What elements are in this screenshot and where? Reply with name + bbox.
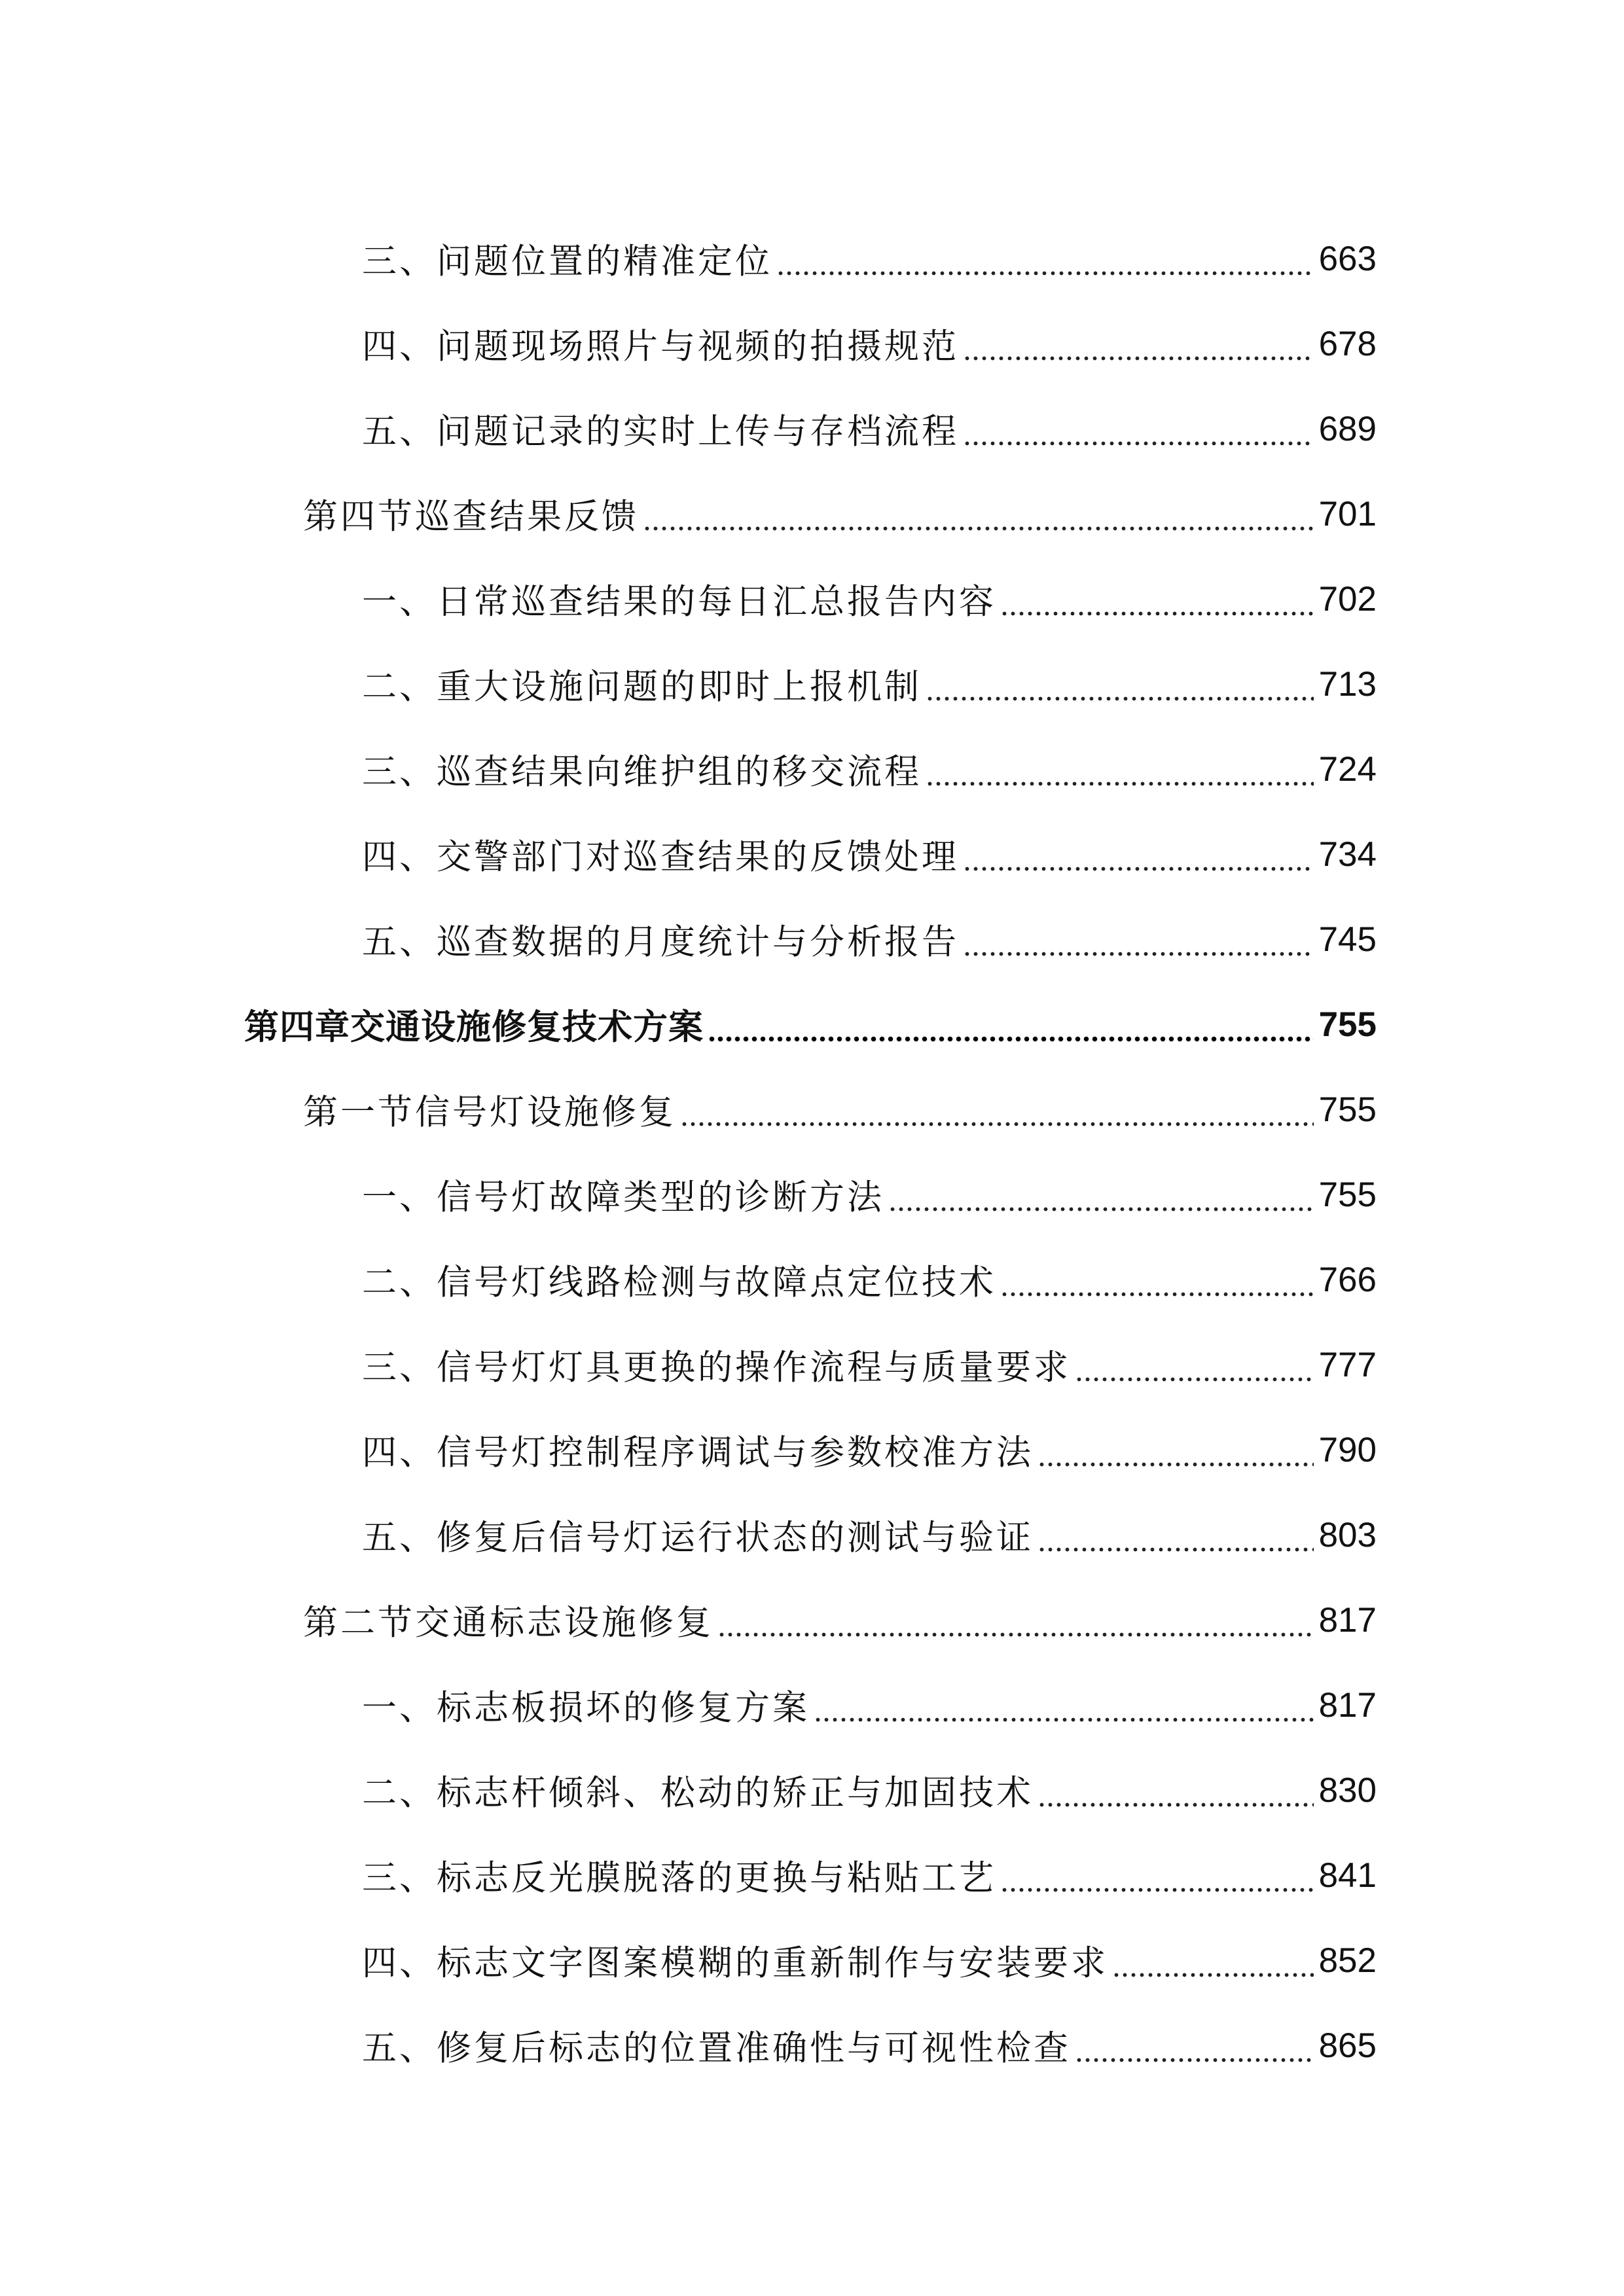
dot-leader [708, 1009, 1314, 1043]
dot-leader [814, 1689, 1314, 1724]
toc-entry[interactable] [0, 1492, 1624, 1577]
toc-chapter-entry[interactable] [0, 982, 1624, 1067]
toc-entry-page: 755 [1318, 1175, 1377, 1214]
toc-section-label: 第四节巡查结果反馈 [303, 497, 639, 537]
toc-entry[interactable] [0, 812, 1624, 897]
dot-leader [888, 1179, 1314, 1213]
toc-entry-label: 一、标志板损坏的修复方案 [362, 1688, 810, 1728]
dot-leader [1075, 2030, 1314, 2064]
toc-entry[interactable] [0, 556, 1624, 641]
toc-entry-page: 678 [1318, 324, 1377, 363]
toc-entry[interactable] [0, 1152, 1624, 1237]
toc-section-entry[interactable] [0, 471, 1624, 556]
toc-entry-page: 852 [1318, 1941, 1377, 1980]
toc-entry-label: 一、信号灯故障类型的诊断方法 [362, 1177, 884, 1217]
toc-entry[interactable] [0, 301, 1624, 386]
toc-section-label: 第一节信号灯设施修复 [303, 1092, 676, 1132]
dot-leader [1000, 1859, 1314, 1894]
toc-entry-label: 三、标志反光膜脱落的更换与粘贴工艺 [362, 1858, 996, 1898]
toc-entry-label: 二、标志杆倾斜、松动的矫正与加固技术 [362, 1773, 1034, 1813]
toc-entry[interactable] [0, 1237, 1624, 1322]
toc-section-label: 第二节交通标志设施修复 [303, 1603, 713, 1643]
dot-leader [1075, 1349, 1314, 1384]
toc-entry-label: 三、问题位置的精准定位 [362, 242, 772, 281]
dot-leader [963, 328, 1314, 363]
toc-entry-page: 817 [1318, 1600, 1377, 1640]
toc-entry[interactable] [0, 1322, 1624, 1407]
toc-entry-label: 二、信号灯线路检测与故障点定位技术 [362, 1263, 996, 1302]
dot-leader [776, 243, 1314, 278]
toc-entry-page: 663 [1318, 239, 1377, 278]
toc-entry-label: 四、交警部门对巡查结果的反馈处理 [362, 837, 959, 877]
toc-entry-page: 701 [1318, 494, 1377, 533]
dot-leader [643, 498, 1314, 533]
toc-entry-page: 803 [1318, 1515, 1377, 1554]
toc-entry-page: 865 [1318, 2026, 1377, 2065]
toc-entry-label: 四、信号灯控制程序调试与参数校准方法 [362, 1433, 1034, 1473]
toc-entry-label: 三、信号灯灯具更换的操作流程与质量要求 [362, 1348, 1071, 1388]
dot-leader [1038, 1434, 1314, 1469]
toc-entry-page: 734 [1318, 834, 1377, 874]
toc-entry[interactable] [0, 641, 1624, 726]
toc-entry[interactable] [0, 1833, 1624, 1918]
toc-entry-label: 五、修复后标志的位置准确性与可视性检查 [362, 2028, 1071, 2068]
toc-entry-label: 五、问题记录的实时上传与存档流程 [362, 412, 959, 452]
dot-leader [963, 838, 1314, 873]
toc-entry-page: 790 [1318, 1430, 1377, 1469]
toc-entry-label: 三、巡查结果向维护组的移交流程 [362, 752, 922, 792]
toc-entry-page: 830 [1318, 1770, 1377, 1810]
toc-entry[interactable] [0, 1748, 1624, 1833]
toc-entry-page: 713 [1318, 664, 1377, 704]
toc-section-entry[interactable] [0, 1067, 1624, 1152]
dot-leader [926, 668, 1314, 703]
toc-entry-label: 四、标志文字图案模糊的重新制作与安装要求 [362, 1943, 1108, 1983]
toc-entry-label: 五、巡查数据的月度统计与分析报告 [362, 922, 959, 962]
dot-leader [680, 1094, 1314, 1128]
dot-leader [717, 1604, 1314, 1639]
dot-leader [1038, 1774, 1314, 1809]
toc-entry[interactable] [0, 1918, 1624, 2003]
toc-entry-page: 689 [1318, 409, 1377, 448]
toc-entry[interactable] [0, 897, 1624, 982]
toc-entry-page: 766 [1318, 1260, 1377, 1299]
dot-leader [926, 753, 1314, 788]
toc-entry-page: 841 [1318, 1856, 1377, 1895]
dot-leader [963, 413, 1314, 448]
toc-entry-page: 817 [1318, 1685, 1377, 1725]
dot-leader [1000, 1264, 1314, 1299]
dot-leader [1112, 1945, 1314, 1979]
toc-entry[interactable] [0, 386, 1624, 471]
toc-entry-page: 755 [1318, 1090, 1377, 1129]
toc-entry[interactable] [0, 1662, 1624, 1748]
toc-section-entry[interactable] [0, 1577, 1624, 1662]
toc-entry-page: 724 [1318, 749, 1377, 789]
dot-leader [1000, 583, 1314, 618]
toc-entry-label: 二、重大设施问题的即时上报机制 [362, 667, 922, 707]
dot-leader [963, 924, 1314, 958]
toc-entry-page: 745 [1318, 920, 1377, 959]
toc-entry[interactable] [0, 1407, 1624, 1492]
toc-entry-label: 五、修复后信号灯运行状态的测试与验证 [362, 1518, 1034, 1558]
toc-entry[interactable] [0, 216, 1624, 301]
toc-entry-page: 702 [1318, 579, 1377, 619]
toc-chapter-label: 第四章交通设施修复技术方案 [244, 1007, 704, 1047]
toc-entry[interactable] [0, 726, 1624, 812]
table-of-contents [0, 216, 1624, 2088]
toc-entry-label: 四、问题现场照片与视频的拍摄规范 [362, 327, 959, 367]
toc-entry-page: 777 [1318, 1345, 1377, 1384]
toc-entry[interactable] [0, 2003, 1624, 2088]
dot-leader [1038, 1519, 1314, 1554]
toc-entry-page: 755 [1318, 1005, 1377, 1044]
toc-entry-label: 一、日常巡查结果的每日汇总报告内容 [362, 582, 996, 622]
